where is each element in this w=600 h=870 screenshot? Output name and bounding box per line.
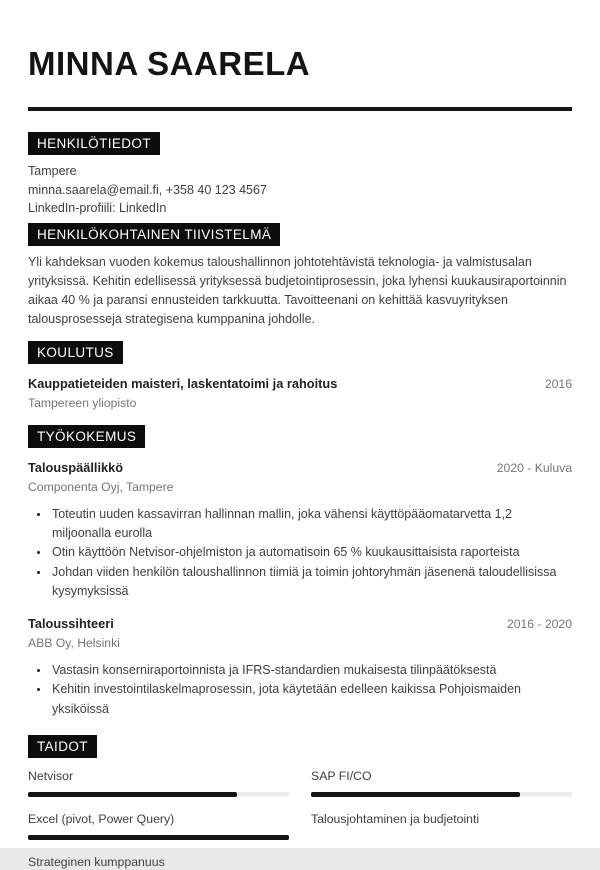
company-name: ABB Oy, Helsinki xyxy=(28,636,120,651)
contact-block xyxy=(28,162,572,218)
job-bullet: • Toteutin uuden kassavirran hallinnan mallin, joka vähensi käyttöpääomatarvetta 1,2 miljoonalla eurolla xyxy=(50,505,572,544)
summary-text: Yli kahdeksan vuoden kokemus taloushallinnon johtotehtävistä teknologia- ja valmistusalan yrityksissä. Kehitin edellisessä yrityksessä budjetointiprosessin, joka lyhensi kuukausiraportoinnin aikaa 40 % ja paransi ennusteiden tarkkuutta. Tavoitteenani on kehittää kasvuyrityksen talousprosesseja strategisena kumppanina johdolle. xyxy=(28,254,567,327)
experience-entry xyxy=(28,615,572,719)
job-date: 2020 - Kuluva xyxy=(496,460,572,475)
job-title: Talouspäällikkö xyxy=(28,459,124,475)
company-name: Componenta Oyj, Tampere xyxy=(28,479,174,494)
contact-linkedin: LinkedIn-profiili: LinkedIn xyxy=(28,201,167,215)
skill-level-bar xyxy=(311,792,572,797)
job-bullet-list xyxy=(28,505,572,601)
skill-label: Netvisor xyxy=(28,769,74,784)
skill-item xyxy=(311,811,572,840)
section-skills xyxy=(28,719,572,870)
skill-item xyxy=(28,768,289,797)
experience-entry xyxy=(28,459,572,601)
education-date: 2016 xyxy=(544,376,572,391)
job-bullet: • Vastasin konserniraportoinnista ja IFRS-standardien mukaisesta tilinpäätöksestä xyxy=(50,661,572,680)
contact-location: Tampere xyxy=(28,164,77,178)
school-name: Tampereen yliopisto xyxy=(28,395,137,410)
section-experience xyxy=(28,411,572,719)
skills-grid xyxy=(28,768,572,870)
skill-item xyxy=(311,768,572,797)
skill-level-bar xyxy=(28,835,289,840)
section-summary xyxy=(28,218,572,330)
job-title: Taloussihteeri xyxy=(28,616,114,632)
education-entry xyxy=(28,375,572,411)
job-bullet: • Kehitin investointilaskelmaprosessin, jota käytetään edelleen kaikissa Pohjoismaiden yksiköissä xyxy=(50,680,572,719)
section-title-education: KOULUTUS xyxy=(28,341,123,364)
section-title-summary: HENKILÖKOHTAINEN TIIVISTELMÄ xyxy=(28,223,280,246)
skill-level-bar xyxy=(28,792,289,797)
degree-title: Kauppatieteiden maisteri, laskentatoimi ja rahoitus xyxy=(28,375,338,391)
skill-item xyxy=(28,811,289,840)
section-title-experience: TYÖKOKEMUS xyxy=(28,425,145,448)
skill-label: Excel (pivot, Power Query) xyxy=(28,812,175,827)
contact-email-phone: minna.saarela@email.fi, +358 40 123 4567 xyxy=(28,182,267,197)
skill-label: Talousjohtaminen ja budjetointi xyxy=(311,812,480,827)
section-personal xyxy=(28,111,572,218)
name-heading: MINNA SAARELA xyxy=(28,45,311,82)
job-bullet-list xyxy=(28,661,572,719)
section-education xyxy=(28,330,572,411)
skill-label: Strateginen kumppanuus xyxy=(28,855,165,870)
job-date: 2016 - 2020 xyxy=(506,617,572,632)
skill-item xyxy=(28,854,289,870)
job-bullet: • Johdan viiden henkilön taloushallinnon tiimiä ja toimin johtoryhmän jäsenenä taloudellisissa kysymyksissä xyxy=(50,563,572,602)
skill-label: SAP FI/CO xyxy=(311,769,372,784)
job-bullet: • Otin käyttöön Netvisor-ohjelmiston ja automatisoin 65 % kuukausittaisista raporteista xyxy=(50,543,572,562)
section-title-personal: HENKILÖTIEDOT xyxy=(28,132,160,155)
section-title-skills: TAIDOT xyxy=(28,735,97,758)
